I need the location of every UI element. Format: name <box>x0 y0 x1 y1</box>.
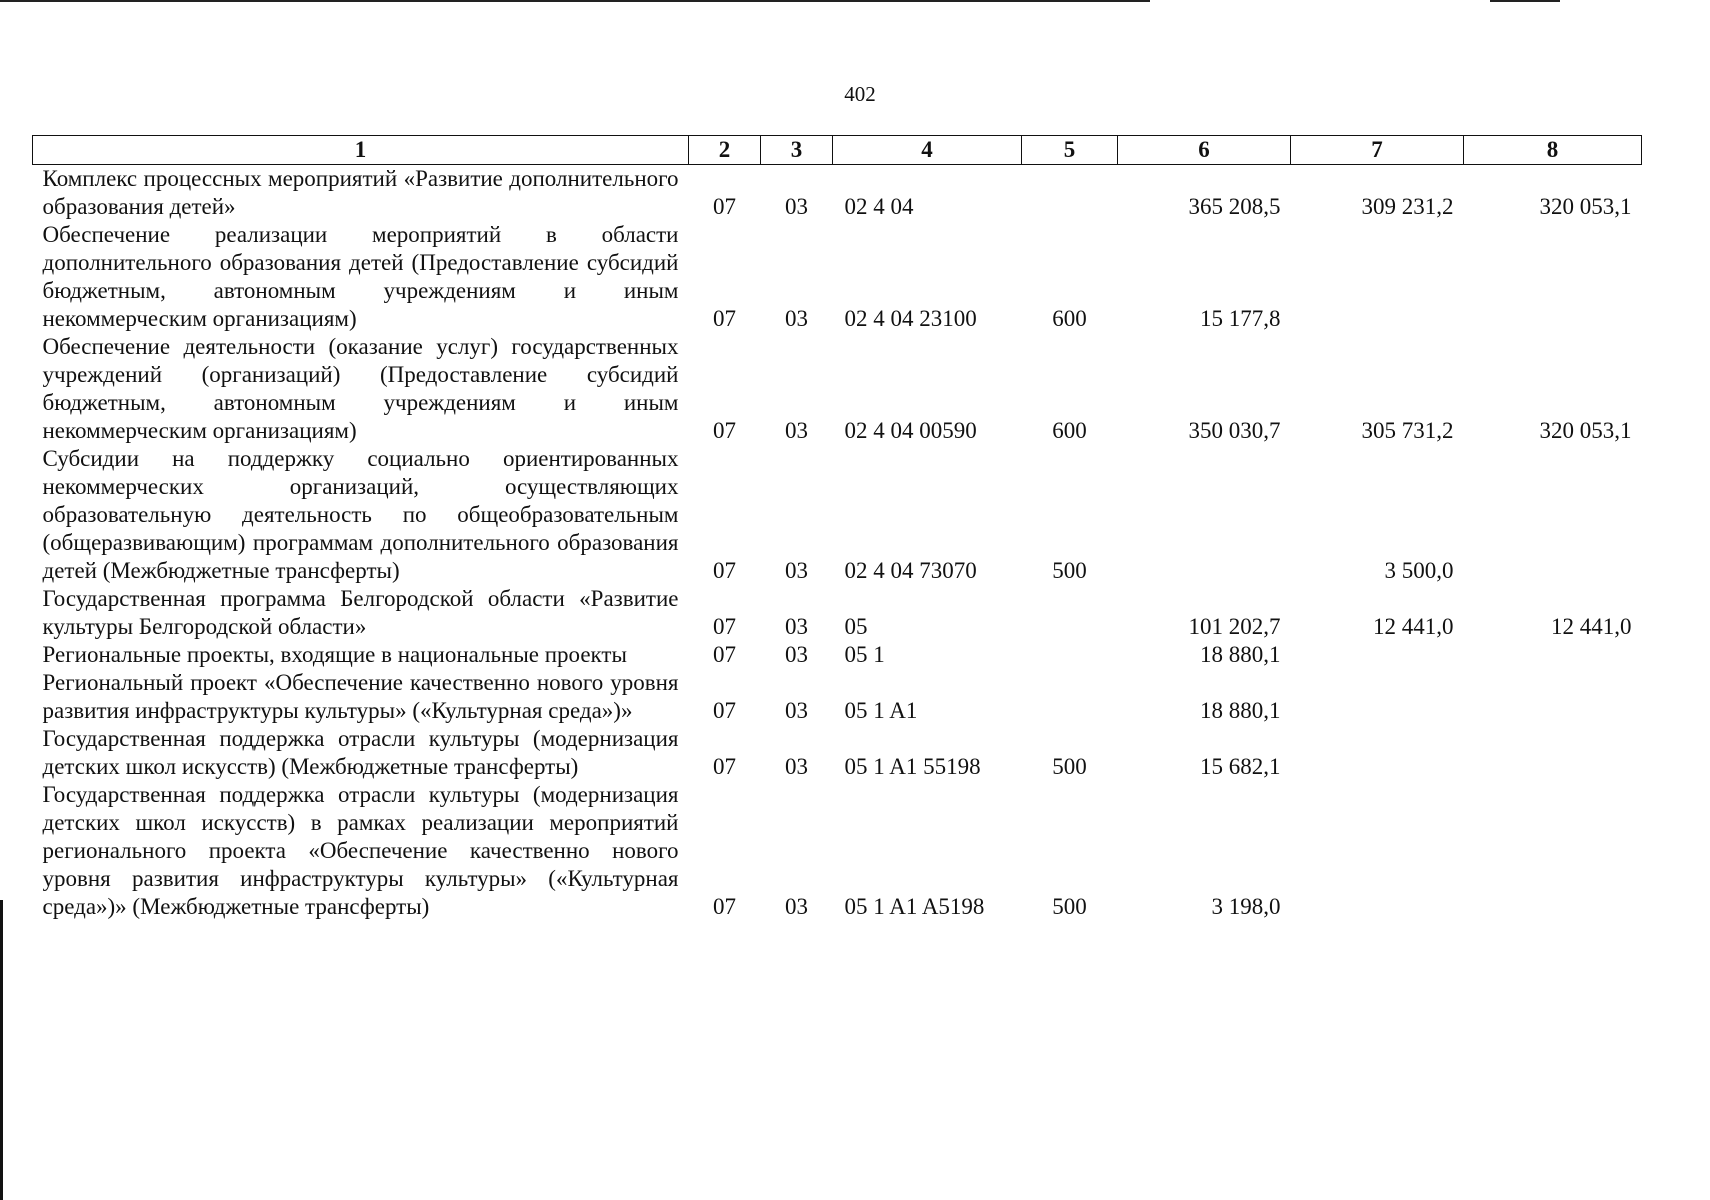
row-target-code: 02 4 04 00590 <box>844 418 977 443</box>
row-amount-8 <box>1464 641 1642 669</box>
row-amount-7: 309 231,2 <box>1361 194 1454 219</box>
page-number: 402 <box>844 82 876 106</box>
table-row <box>33 669 1642 725</box>
table-row <box>33 585 1642 641</box>
row-subsection: 03 <box>785 558 808 583</box>
row-section: 07 <box>713 194 736 219</box>
row-subsection: 03 <box>785 418 808 443</box>
row-target-code: 05 <box>844 614 868 639</box>
row-amount-6: 18 880,1 <box>1200 698 1281 723</box>
scan-artifact-top-line-right <box>1490 0 1560 2</box>
row-name: Комплекс процессных мероприятий «Развитие дополнительного образования детей» <box>42 166 679 219</box>
row-amount-7 <box>1291 669 1464 725</box>
row-expense-type <box>1022 165 1118 222</box>
row-expense-type: 600 <box>1052 418 1087 443</box>
row-amount-6: 15 682,1 <box>1200 754 1281 779</box>
row-amount-7 <box>1291 221 1464 333</box>
row-expense-type: 500 <box>1052 894 1087 919</box>
table-header-row <box>33 136 1642 165</box>
row-expense-type <box>1022 669 1118 725</box>
row-expense-type: 500 <box>1052 558 1087 583</box>
row-subsection: 03 <box>785 194 808 219</box>
row-subsection: 03 <box>785 306 808 331</box>
scan-artifact-left-edge <box>0 900 3 1200</box>
row-subsection: 03 <box>785 614 808 639</box>
row-subsection: 03 <box>785 642 808 667</box>
row-subsection: 03 <box>785 754 808 779</box>
row-amount-7 <box>1291 781 1464 921</box>
budget-table-container <box>32 135 1641 921</box>
row-target-code: 05 1 A1 A5198 <box>844 894 985 919</box>
table-row <box>33 445 1642 585</box>
row-name: Обеспечение деятельности (оказание услуг) государственных учреждений (организаций) (Предоставление субсидий бюджетным, автономным учреждениям и иным некоммерческим организациям) <box>42 334 679 443</box>
row-section: 07 <box>713 306 736 331</box>
row-section: 07 <box>713 698 736 723</box>
header-col-6: 6 <box>1118 136 1291 165</box>
row-target-code: 02 4 04 <box>844 194 914 219</box>
table-row <box>33 165 1642 222</box>
row-name: Региональный проект «Обеспечение качественно нового уровня развития инфраструктуры культуры» («Культурная среда»)» <box>42 670 679 723</box>
row-amount-8: 12 441,0 <box>1551 614 1632 639</box>
row-name: Государственная поддержка отрасли культуры (модернизация детских школ искусств) (Межбюджетные трансферты) <box>42 726 679 779</box>
header-col-7: 7 <box>1291 136 1464 165</box>
row-target-code: 05 1 <box>844 642 885 667</box>
row-name: Субсидии на поддержку социально ориентированных некоммерческих организаций, осуществляющих образовательную деятельность по общеобразовательным (общеразвивающим) программам дополнительного образования детей (Межбюджетные трансферты) <box>42 446 679 583</box>
row-amount-8 <box>1464 725 1642 781</box>
scan-artifact-top-line <box>0 0 1150 2</box>
header-col-5: 5 <box>1022 136 1118 165</box>
row-amount-7 <box>1291 641 1464 669</box>
row-amount-8 <box>1464 781 1642 921</box>
row-amount-6: 350 030,7 <box>1188 418 1281 443</box>
row-amount-7: 3 500,0 <box>1384 558 1454 583</box>
row-amount-7 <box>1291 725 1464 781</box>
row-amount-8 <box>1464 669 1642 725</box>
row-amount-7: 305 731,2 <box>1361 418 1454 443</box>
row-amount-8: 320 053,1 <box>1539 418 1632 443</box>
row-amount-6: 101 202,7 <box>1188 614 1281 639</box>
row-section: 07 <box>713 418 736 443</box>
row-expense-type <box>1022 585 1118 641</box>
row-amount-6: 365 208,5 <box>1188 194 1281 219</box>
row-amount-8 <box>1464 445 1642 585</box>
row-name: Государственная программа Белгородской области «Развитие культуры Белгородской области» <box>42 586 679 639</box>
row-target-code: 05 1 A1 <box>844 698 918 723</box>
header-col-1: 1 <box>33 136 689 165</box>
row-expense-type <box>1022 641 1118 669</box>
row-amount-8 <box>1464 221 1642 333</box>
table-row <box>33 725 1642 781</box>
table-row <box>33 641 1642 669</box>
row-section: 07 <box>713 614 736 639</box>
row-amount-6: 3 198,0 <box>1211 894 1281 919</box>
header-col-8: 8 <box>1464 136 1642 165</box>
table-row <box>33 333 1642 445</box>
row-section: 07 <box>713 642 736 667</box>
row-amount-6: 15 177,8 <box>1200 306 1281 331</box>
row-section: 07 <box>713 754 736 779</box>
table-row <box>33 221 1642 333</box>
header-col-3: 3 <box>761 136 833 165</box>
table-row <box>33 781 1642 921</box>
row-target-code: 05 1 A1 55198 <box>844 754 981 779</box>
row-section: 07 <box>713 558 736 583</box>
row-expense-type: 600 <box>1052 306 1087 331</box>
row-target-code: 02 4 04 73070 <box>844 558 977 583</box>
row-subsection: 03 <box>785 698 808 723</box>
header-col-2: 2 <box>689 136 761 165</box>
row-name: Государственная поддержка отрасли культуры (модернизация детских школ искусств) в рамках реализации мероприятий регионального проекта «Обеспечение качественно нового уровня развития инфраструктуры культуры» («Культурная среда»)» (Межбюджетные трансферты) <box>42 782 679 919</box>
row-section: 07 <box>713 894 736 919</box>
header-col-4: 4 <box>833 136 1022 165</box>
row-amount-8: 320 053,1 <box>1539 194 1632 219</box>
row-name: Региональные проекты, входящие в национальные проекты <box>42 642 627 667</box>
budget-table <box>32 135 1642 921</box>
row-amount-6: 18 880,1 <box>1200 642 1281 667</box>
row-expense-type: 500 <box>1052 754 1087 779</box>
row-name: Обеспечение реализации мероприятий в области дополнительного образования детей (Предоставление субсидий бюджетным, автономным учреждениям и иным некоммерческим организациям) <box>42 222 679 331</box>
row-subsection: 03 <box>785 894 808 919</box>
row-amount-7: 12 441,0 <box>1373 614 1454 639</box>
row-amount-6 <box>1118 445 1291 585</box>
row-target-code: 02 4 04 23100 <box>844 306 977 331</box>
